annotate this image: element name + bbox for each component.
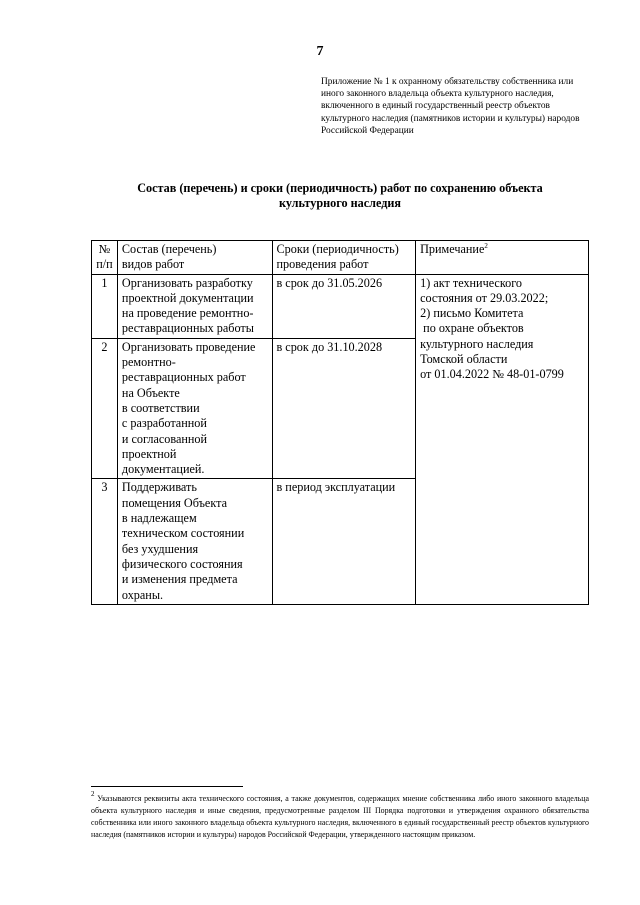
header-term (272, 241, 416, 275)
work-line: без ухудшения (121, 541, 199, 556)
header-work (117, 241, 272, 275)
note-line: 1) акт технического (420, 275, 523, 290)
work-line: техническом состоянии (121, 526, 245, 541)
work-line: ремонтно- (121, 355, 176, 370)
row-work (117, 274, 272, 338)
row-term: в срок до 31.10.2028 (272, 338, 416, 479)
header-term-line-1: Сроки (периодичность) (276, 242, 399, 256)
work-line: с разработанной (121, 416, 207, 431)
footnote-marker: 2 (91, 790, 95, 798)
work-line: проектной (121, 446, 177, 461)
work-line: помещения Объекта (121, 495, 227, 510)
row-term: в период эксплуатации (272, 479, 416, 604)
header-work-line-2: видов работ (121, 257, 185, 272)
row-number: 2 (92, 338, 118, 479)
header-note-footnote-ref: 2 (484, 242, 488, 250)
note-line: 2) письмо Комитета (420, 306, 524, 321)
row-work (117, 338, 272, 479)
work-line: Организовать проведение (121, 339, 256, 354)
work-line: в надлежащем (121, 511, 197, 526)
footnote-text: Указываются реквизиты акта технического состояния, а также документов, содержащих мнение собственника либо иного законного владельца объекта культурного наследия и иные сведения, предусмотренные разделом III Порядка подготовки и утверждения охранного обязательства собственника или иного законного владельца объекта культурного наследия, включенного в единый государственный реестр объектов культурного наследия (памятников истории и культуры) народов Российской Федерации, утвержденного настоящим приказом. (91, 794, 589, 839)
table-row (92, 274, 589, 338)
work-line: и изменения предмета (121, 572, 238, 587)
document-title (92, 181, 588, 211)
note-line: от 01.04.2022 № 48-01-0799 (420, 367, 564, 382)
header-note (416, 241, 589, 275)
work-line: и согласованной (121, 431, 208, 446)
header-number (92, 241, 118, 275)
work-line: физического состояния (121, 556, 243, 571)
row-term: в срок до 31.05.2026 (272, 274, 416, 338)
works-table (91, 240, 589, 605)
work-line: на Объекте (121, 385, 180, 400)
appendix-note: Приложение № 1 к охранному обязательству собственника или иного законного владельца объекта культурного наследия, включенного в единый государственный реестр объектов культурного наследия (памятников истории и культуры) народов Российской Федерации (321, 77, 580, 136)
row-number: 3 (92, 479, 118, 604)
work-line: документацией. (121, 462, 205, 477)
header-note-label: Примечание (420, 242, 485, 256)
note-line: Томской области (420, 352, 508, 367)
header-number-line-1: № (98, 242, 111, 256)
note-line: культурного наследия (420, 336, 534, 351)
row-work (117, 479, 272, 604)
work-line: охраны. (121, 587, 164, 602)
work-line: Организовать разработку (121, 275, 253, 290)
work-line: в соответствии (121, 400, 200, 415)
work-line: реставрационных работ (121, 370, 246, 385)
note-line: по охране объектов (420, 321, 524, 336)
work-line: реставрационных работы (121, 321, 254, 336)
header-number-line-2: п/п (96, 257, 113, 272)
table-header-row (92, 241, 589, 275)
work-line: Поддерживать (121, 480, 197, 495)
header-work-line-1: Состав (перечень) (121, 242, 217, 256)
document-title-line-2: культурного наследия (278, 196, 402, 210)
footnote (91, 790, 589, 841)
document-title-line-1: Состав (перечень) и сроки (периодичность) работ по сохранению объекта (137, 181, 543, 195)
footnote-separator (91, 786, 243, 787)
work-line: на проведение ремонтно- (121, 306, 254, 321)
work-line: проектной документации (121, 290, 254, 305)
header-term-line-2: проведения работ (276, 257, 369, 272)
page-number: 7 (316, 44, 324, 59)
note-line: состояния от 29.03.2022; (420, 290, 549, 305)
note-cell (416, 274, 589, 604)
row-number: 1 (92, 274, 118, 338)
